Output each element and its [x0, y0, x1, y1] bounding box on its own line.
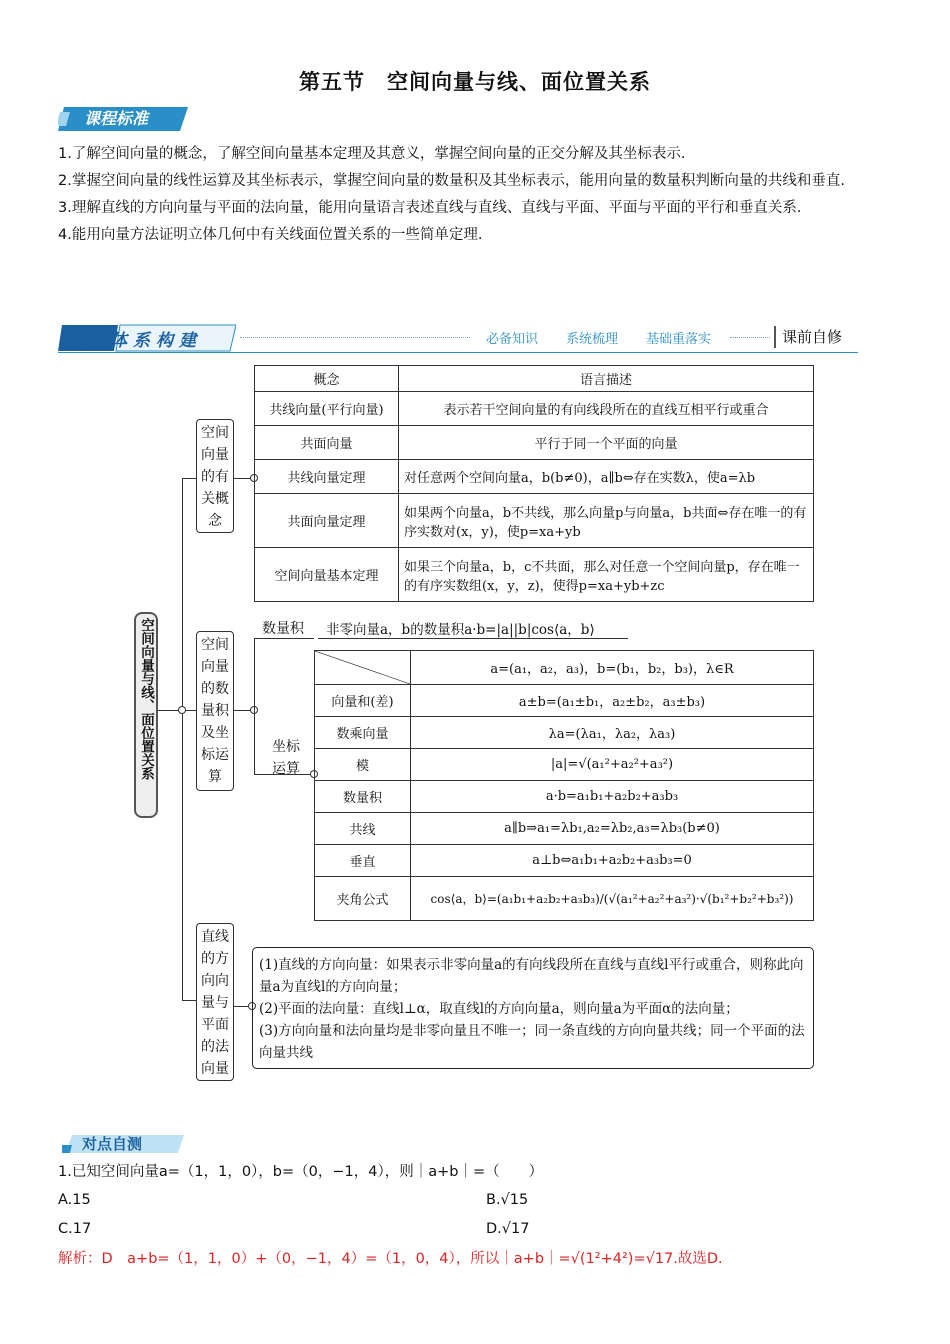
knowledge-banner — [58, 324, 236, 352]
operation-formula: cos⟨a，b⟩=(a₁b₁+a₂b₂+a₃b₃)/(√(a₁²+a₂²+a₃²)·√(b₁²+b₂²+b₃²)) — [411, 877, 814, 921]
category-concepts: 空间向量的有关概念 — [196, 419, 234, 533]
operation-formula: a⊥b⇔a₁b₁+a₂b₂+a₃b₃=0 — [411, 845, 814, 877]
table-header: 概念 — [255, 366, 399, 392]
category-direction-normal: 直线的方向向量与平面的法向量 — [196, 923, 234, 1081]
concept-name: 共面向量 — [255, 426, 399, 460]
option-a: A.15 — [58, 1192, 91, 1208]
operation-name: 模 — [315, 749, 411, 781]
diagonal-header-cell — [315, 651, 411, 685]
concept-desc: 如果三个向量a，b，c不共面，那么对任意一个空间向量p，存在唯一的有序实数组(x，y，z)，使得p=xa+yb+zc — [399, 548, 814, 602]
table-header: 语言描述 — [399, 366, 814, 392]
concept-desc: 平行于同一个平面的向量 — [399, 426, 814, 460]
trunk-line — [182, 478, 183, 1000]
knowledge-tag: 必备知识 — [486, 332, 539, 347]
self-test-title: 对点自测 — [82, 1135, 143, 1153]
knowledge-title: 知识体系构建 — [64, 331, 202, 351]
concept-name: 共线向量(平行向量) — [255, 392, 399, 426]
mindmap-root: 空间向量与线、面位置关系 — [134, 612, 158, 818]
operation-name: 向量和(差) — [315, 685, 411, 717]
standard-item: 1.了解空间向量的概念，了解空间向量基本定理及其意义，掌握空间向量的正交分解及其坐标表示. — [58, 146, 686, 162]
branch-line — [182, 478, 196, 479]
page-title: 第五节 空间向量与线、面位置关系 — [299, 70, 651, 94]
concept-name: 共面向量定理 — [255, 494, 399, 548]
concept-desc: 表示若干空间向量的有向线段所在的直线互相平行或重合 — [399, 392, 814, 426]
concept-name: 空间向量基本定理 — [255, 548, 399, 602]
self-test-banner — [62, 1133, 184, 1155]
dot-product-label: 数量积 — [262, 621, 304, 637]
option-d: D.√17 — [486, 1221, 530, 1237]
branch-line — [182, 1000, 196, 1001]
dot-product-desc: 非零向量a，b的数量积a·b=|a||b|cos⟨a，b⟩ — [318, 618, 628, 639]
question-stem: 1.已知空间向量a=（1，1，0），b=（0，−1，4），则｜a+b｜=（ ） — [58, 1164, 544, 1180]
diagonal-line-icon — [315, 651, 410, 684]
operation-name: 数乘向量 — [315, 717, 411, 749]
header-underline — [58, 352, 858, 353]
knowledge-tag: 系统梳理 — [566, 332, 619, 347]
direction-normal-item: (3)方向向量和法向量均是非零向量且不唯一；同一条直线的方向向量共线；同一个平面的法向量共线 — [259, 1023, 805, 1061]
operation-formula: λa=(λa₁，λa₂，λa₃) — [411, 717, 814, 749]
operation-formula: a±b=(a₁±b₁，a₂±b₂，a₃±b₃) — [411, 685, 814, 717]
standard-item: 3.理解直线的方向向量与平面的法向量，能用向量语言表述直线与直线、直线与平面、平面与平面的平行和垂直关系. — [58, 200, 802, 216]
pre-class-label: 课前自修 — [782, 328, 843, 346]
direction-normal-item: (2)平面的法向量：直线l⊥α，取直线l的方向向量a，则向量a为平面α的法向量； — [259, 1001, 739, 1017]
answer-explanation: 解析：D a+b=（1，1，0）+（0，−1，4）=（1，0，4），所以｜a+b｜=√(1²+4²)=√17.故选D. — [58, 1251, 723, 1267]
sub-branch-line — [254, 638, 314, 639]
direction-normal-box — [252, 947, 814, 1069]
standard-item: 4.能用向量方法证明立体几何中有关线面位置关系的一些简单定理. — [58, 227, 483, 243]
category-dot-product: 空间向量的数量积及坐标运算 — [196, 631, 234, 791]
concept-name: 共线向量定理 — [255, 460, 399, 494]
knowledge-tag: 基础重落实 — [646, 332, 712, 347]
course-standard-banner — [58, 106, 188, 132]
coordinate-table — [314, 650, 814, 921]
operation-name: 数量积 — [315, 781, 411, 813]
concept-desc: 如果两个向量a，b不共线，那么向量p与向量a，b共面⇔存在唯一的有序实数对(x，y)，使p=xa+yb — [399, 494, 814, 548]
header-separator — [774, 326, 776, 348]
option-c: C.17 — [58, 1221, 92, 1237]
standard-item: 2.掌握空间向量的线性运算及其坐标表示，掌握空间向量的数量积及其坐标表示，能用向量的数量积判断向量的共线和垂直. — [58, 173, 845, 189]
header-dotted-line — [240, 337, 470, 338]
concept-desc: 对任意两个空间向量a，b(b≠0)，a∥b⇔存在实数λ，使a=λb — [399, 460, 814, 494]
operation-formula: |a|=√(a₁²+a₂²+a₃²) — [411, 749, 814, 781]
operation-formula: a∥b⇒a₁=λb₁,a₂=λb₂,a₃=λb₃(b≠0) — [411, 813, 814, 845]
coordinate-header: a=(a₁，a₂，a₃)，b=(b₁，b₂，b₃)，λ∈R — [411, 651, 814, 685]
node-dot-icon — [178, 706, 186, 714]
operation-name: 垂直 — [315, 845, 411, 877]
direction-normal-item: (1)直线的方向向量：如果表示非零向量a的有向线段所在直线与直线l平行或重合，则称此向量a为直线l的方向向量； — [259, 957, 804, 995]
operation-name: 共线 — [315, 813, 411, 845]
option-b: B.√15 — [486, 1192, 529, 1208]
operation-formula: a·b=a₁b₁+a₂b₂+a₃b₃ — [411, 781, 814, 813]
header-dotted-line — [730, 337, 770, 338]
course-standard-title: 课程标准 — [84, 109, 149, 128]
concept-table — [254, 365, 814, 602]
course-standard-list — [58, 141, 898, 249]
operation-name: 夹角公式 — [315, 877, 411, 921]
sub-branch-line — [254, 638, 255, 774]
coord-op-label: 坐标运算 — [272, 739, 300, 777]
